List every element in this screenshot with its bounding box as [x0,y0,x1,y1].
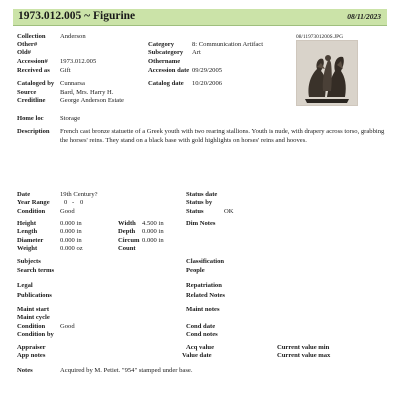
value-status: OK [224,208,234,215]
label-condition: Condition [17,208,46,215]
label-appraiser: Appraiser [17,344,46,351]
label-collection: Collection [17,33,46,40]
label-weight: Weight [17,245,38,252]
value-length: 0.000 in [60,228,82,235]
label-year-range: Year Range [17,199,50,206]
value-catalog-date: 10/20/2006 [192,80,223,87]
label-related-notes: Related Notes [186,292,226,299]
label-count: Count [118,245,136,252]
label-current-value-min: Current value min [277,344,330,351]
label-status-date: Status date [186,191,218,198]
label-app-notes: App notes [17,352,46,359]
label-home-loc: Home loc [17,115,44,122]
label-diameter: Diameter [17,237,44,244]
value-collection: Anderson [60,33,86,40]
label-dim-notes: Dim Notes [186,220,216,227]
label-condition-maint: Condition [17,323,46,330]
value-width: 4.500 in [142,220,164,227]
value-description: French cast bronze statuette of a Greek youth with two rearing stallions. Youth is nude, with drapery across torso, grabbing the horses' reins. They stand on a black base with gold highlights on horses' reins and hooves. [60,128,385,144]
value-home-loc: Storage [60,115,81,122]
label-length: Length [17,228,38,235]
label-notes: Notes [17,367,33,374]
object-photo [296,40,358,106]
value-condition-maint: Good [60,323,75,330]
label-maint-start: Maint start [17,306,50,313]
label-circum: Circum [118,237,140,244]
label-cond-date: Cond date [186,323,216,330]
label-source: Source [17,89,37,96]
value-depth: 0.000 in [142,228,164,235]
value-source: Bard, Mrs. Harry H. [60,89,114,96]
label-other-number: Other# [17,41,38,48]
figurine-image [297,41,357,105]
label-maint-cycle: Maint cycle [17,314,50,321]
value-year-range-from: 0 [64,199,68,206]
value-cataloged-by: Cunnarsa [60,80,85,87]
label-repatriation: Repatriation [186,282,222,289]
value-received-as: Gift [60,67,71,74]
label-value-date: Value date [182,352,212,359]
label-status-by: Status by [186,199,213,206]
label-status: Status [186,208,204,215]
print-date: 08/11/2023 [347,12,381,21]
label-creditline: Creditline [17,97,46,104]
label-current-value-max: Current value max [277,352,331,359]
record-title: 1973.012.005 ~ Figurine [18,10,136,22]
label-accession-number: Accession# [17,58,48,65]
label-accession-date: Accession date [148,67,190,74]
label-width: Width [118,220,136,227]
value-creditline: George Anderson Estate [60,97,124,104]
label-condition-by: Condition by [17,331,54,338]
label-catalog-date: Catalog date [148,80,184,87]
value-subcategory: Art [192,49,201,56]
value-date: 19th Century? [60,191,98,198]
label-received-as: Received as [17,67,50,74]
value-accession-number: 1973.012.005 [60,58,97,65]
label-cond-notes: Cond notes [186,331,218,338]
label-category: Category [148,41,174,48]
value-accession-date: 09/29/2005 [192,67,223,74]
value-condition: Good [60,208,75,215]
value-circum: 0.000 in [142,237,164,244]
value-year-range-sep: - [72,199,75,206]
value-notes: Acquired by M. Petiet. "954" stamped under base. [60,367,193,374]
label-search-terms: Search terms [17,267,55,274]
label-maint-notes: Maint notes [186,306,220,313]
value-category: 8: Communication Artifact [192,41,264,48]
image-filename: 08/1197301200S.JPG [296,34,343,40]
label-subcategory: Subcategory [148,49,184,56]
label-height: Height [17,220,37,227]
label-date: Date [17,191,31,198]
label-classification: Classification [186,258,225,265]
value-weight: 0.000 oz [60,245,83,252]
label-people: People [186,267,205,274]
label-old-number: Old# [17,49,31,56]
record-header [13,9,387,26]
label-depth: Depth [118,228,136,235]
value-height: 0.000 in [60,220,82,227]
label-legal: Legal [17,282,33,289]
value-diameter: 0.000 in [60,237,82,244]
label-publications: Publications [17,292,52,299]
label-subjects: Subjects [17,258,41,265]
label-description: Description [17,128,50,135]
value-year-range-to: 0 [80,199,84,206]
label-othername: Othername [148,58,181,65]
label-acq-value: Acq value [186,344,215,351]
label-cataloged-by: Cataloged by [17,80,55,87]
